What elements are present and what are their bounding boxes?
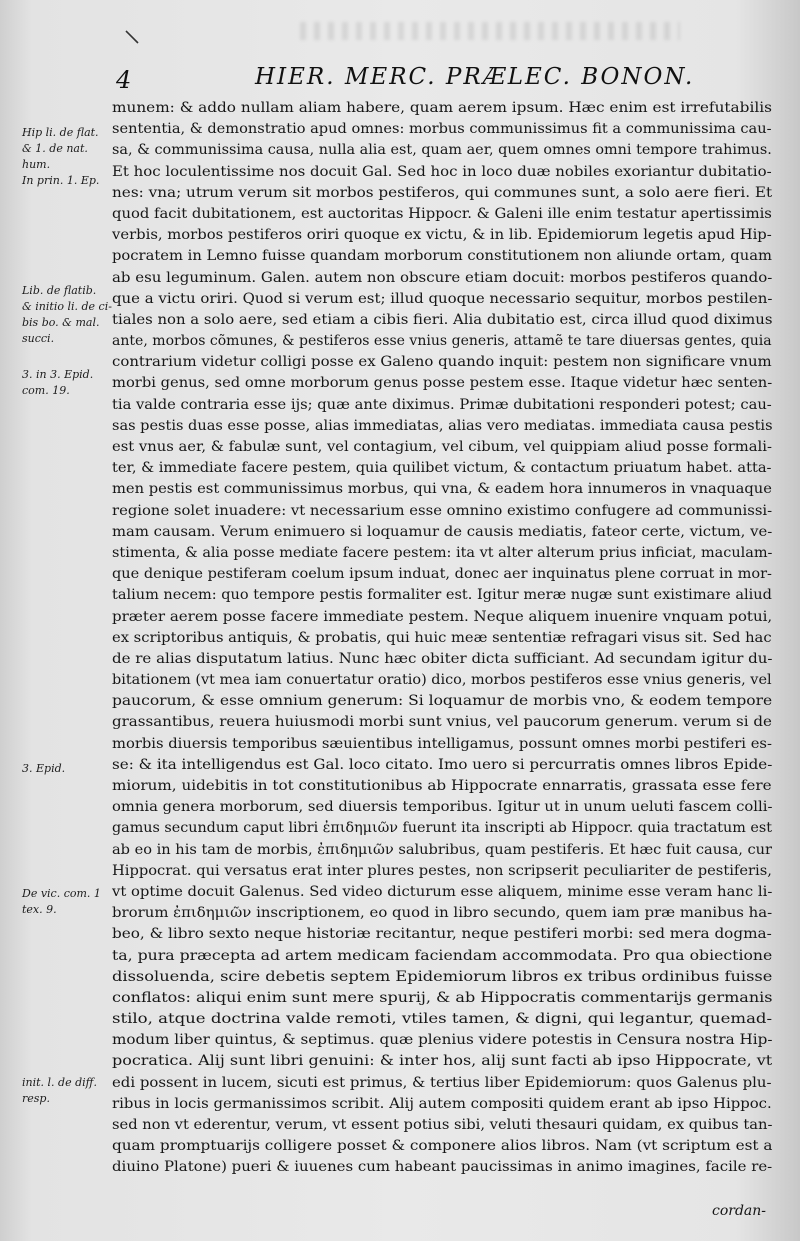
text-line: ter, & immediate facere pestem, quia quilibet victum, & contactum priuatum habet. atta- bbox=[112, 460, 772, 477]
margin-note-line: tex. 9. bbox=[22, 903, 57, 916]
text-line: nes: vna; utrum verum sit morbos pestiferos, qui communes sunt, a solo aere fieri. Et bbox=[112, 184, 773, 201]
text-line: morbi genus, sed omne morborum genus posse pestem esse. Itaque videtur hæc senten- bbox=[112, 375, 773, 392]
text-line: sententia, & demonstratio apud omnes: morbus communissimus fit a communissima cau- bbox=[112, 121, 772, 138]
margin-note-line: & initio li. de ci- bbox=[22, 300, 112, 313]
text-line: mam causam. Verum enimuero si loquamur de causis mediatis, fateor certe, victum, ve- bbox=[112, 523, 773, 540]
margin-note-line: De vic. com. 1 bbox=[22, 887, 101, 900]
margin-note-2 bbox=[22, 283, 112, 347]
text-line: brorum ἐπιδημιῶν inscriptionem, eo quod in libro secundo, quem iam præ manibus ha- bbox=[112, 905, 773, 922]
text-line: beo, & libro sexto neque historiæ recitantur, neque pestiferi morbi: sed mera dogma- bbox=[112, 926, 772, 943]
margin-note-line: com. 19. bbox=[22, 384, 70, 397]
text-line: edi possent in lucem, sicuti est primus, & tertius liber Epidemiorum: quos Galenus plu- bbox=[112, 1074, 772, 1091]
margin-note-line: resp. bbox=[22, 1092, 50, 1105]
text-line: morbis diuersis temporibus sæuientibus intelligamus, possunt omnes morbi pestiferi es- bbox=[112, 735, 772, 752]
text-line: quam promptuarijs colligere posset & componere alios libros. Nam (vt scriptum est a bbox=[112, 1138, 773, 1155]
text-line: præter aerem posse facere immediate pestem. Neque aliquem inuenire vnquam potui, bbox=[112, 608, 773, 625]
text-line: se: & ita intelligendus est Gal. loco citato. Imo uero si percurratis omnes libros Epide- bbox=[112, 756, 773, 773]
margin-note-line: Lib. de flatib. bbox=[22, 284, 97, 297]
text-line: quod facit dubitationem, est auctoritas Hippocr. & Galeni ille enim testatur apertissimis bbox=[112, 205, 772, 222]
text-line: conflatos: aliqui enim sunt mere spurij, & ab Hippocratis commentarijs germanis bbox=[112, 989, 773, 1006]
text-line: contrarium videtur colligi posse ex Galeno quando inquit: pestem non significare vnum bbox=[112, 354, 772, 371]
text-line: ante, morbos cõmunes, & pestiferos esse vnius generis, attamẽ te tare diuersas gentes, quia bbox=[112, 333, 772, 350]
text-line: miorum, uidebitis in tot constitutionibus ab Hippocrate ennarratis, grassata esse fere bbox=[112, 778, 772, 794]
text-line: bitationem (vt mea iam conuertatur oratio) dico, morbos pestiferos esse vnius generis, vel bbox=[112, 672, 772, 689]
text-line: ta, pura præcepta ad artem medicam faciendam accommodata. Pro qua obiectione bbox=[112, 947, 773, 964]
text-line: pocratem in Lemno fuisse quandam morborum constitutionem non aliunde ortam, quam bbox=[112, 248, 772, 265]
text-line: stilo, atque doctrina valde remoti, vtiles tamen, & digni, qui legantur, quemad- bbox=[112, 1011, 773, 1028]
catchword: cordan- bbox=[712, 1203, 767, 1219]
text-line: sed non vt ederentur, verum, vt essent potius sibi, veluti thesauri quidam, ex quibus tan- bbox=[112, 1117, 773, 1133]
text-line: diuino Platone) pueri & iuuenes cum habeant paucissimas in animo imagines, facile re- bbox=[112, 1159, 773, 1176]
margin-note-line: bis bo. & mal. bbox=[22, 316, 100, 329]
text-line: que denique pestiferam coelum ipsum induat, donec aer inquinatus plene corruat in mor- bbox=[112, 566, 772, 583]
margin-note-line: Hip li. de flat. bbox=[22, 126, 99, 139]
text-line: paucorum, & esse omnium generum: Si loquamur de morbis vno, & eodem tempore bbox=[112, 693, 773, 710]
text-line: ex scriptoribus antiquis, & probatis, qui huic meæ sententiæ refragari visus sit. Sed hac bbox=[112, 629, 772, 646]
text-line: men pestis est communissimus morbus, qui vna, & eadem hora innumeros in vnaquaque bbox=[112, 481, 772, 498]
text-line: modum liber quintus, & septimus. quæ plenius videre potestis in Censura nostra Hip- bbox=[112, 1032, 773, 1049]
text-line: dissoluenda, scire debetis septem Epidemiorum libros ex tribus ordinibus fuisse bbox=[112, 968, 773, 985]
text-line: gamus secundum caput libri ἐπιδημιῶν fuerunt ita inscripti ab Hippocr. quia tractatum est bbox=[112, 820, 772, 837]
margin-note-6 bbox=[22, 1075, 97, 1107]
page-number: 4 bbox=[116, 66, 132, 94]
margin-note-line: 3. in 3. Epid. bbox=[22, 368, 94, 381]
body-text bbox=[112, 98, 772, 1179]
margin-note-line: In prin. 1. Ep. bbox=[22, 174, 100, 187]
text-line: regione solet inuadere: vt necessarium esse omnino existimo confugere ad communissi- bbox=[112, 502, 773, 519]
margin-note-line: & 1. de nat. bbox=[22, 142, 88, 155]
margin-note-1 bbox=[22, 125, 99, 189]
text-line: verbis, morbos pestiferos oriri quoque ex victu, & in lib. Epidemiorum legetis apud Hip- bbox=[112, 227, 772, 244]
margin-note-5 bbox=[22, 886, 101, 918]
text-line: pocratica. Alij sunt libri genuini: & inter hos, alij sunt facti ab ipso Hippocrate, vt bbox=[112, 1053, 773, 1070]
margin-note-line: 3. Epid. bbox=[22, 762, 66, 775]
margin-note-line: hum. bbox=[22, 158, 51, 171]
text-line: sas pestis duas esse posse, alias immediatas, alias vero mediatas. immediata causa pestis bbox=[112, 417, 773, 434]
margin-note-3 bbox=[22, 367, 93, 399]
margin-note-line: init. l. de diff. bbox=[22, 1076, 97, 1089]
margin-note-4 bbox=[22, 761, 65, 777]
text-line: Et hoc loculentissime nos docuit Gal. Sed hoc in loco duæ nobiles exoriantur dubitatio- bbox=[112, 163, 772, 180]
ink-speck bbox=[125, 30, 139, 44]
text-line: stimenta, & alia posse mediate facere pestem: ita vt alter alterum prius inficiat, maculam- bbox=[112, 544, 773, 561]
text-line: talium necem: quo tempore pestis formaliter est. Igitur meræ nugæ sunt existimare aliud bbox=[112, 587, 772, 604]
running-head: HIER. MERC. PRÆLEC. BONON. bbox=[255, 64, 695, 90]
text-line: ribus in locis germanissimos scribit. Alij autem compositi quidem erant ab ipso Hippoc. bbox=[112, 1095, 772, 1112]
text-line: Hippocrat. qui versatus erat inter plures pestes, non scripserit peculiariter de pestiferis, bbox=[112, 862, 772, 879]
text-line: sa, & communissima causa, nulla alia est, quam aer, quem omnes omni tempore trahimus. bbox=[112, 142, 772, 159]
text-line: ab eo in his tam de morbis, ἐπιδημιῶν salubribus, quam pestiferis. Et hæc fuit causa, cur bbox=[112, 841, 773, 858]
text-line: omnia genera morborum, sed diuersis temporibus. Igitur ut in unum ueluti fascem colli- bbox=[112, 799, 773, 816]
text-line: tiales non a solo aere, sed etiam a cibis fieri. Alia dubitatio est, circa illud quod diximus bbox=[112, 311, 773, 328]
text-line: munem: & addo nullam aliam habere, quam aerem ipsum. Hæc enim est irrefutabilis bbox=[112, 100, 772, 116]
text-line: vt optime docuit Galenus. Sed video dicturum esse aliquem, minime esse veram hanc li- bbox=[112, 883, 773, 900]
text-line: ab esu leguminum. Galen. autem non obscure etiam docuit: morbos pestiferos quando- bbox=[112, 269, 773, 286]
text-line: de re alias disputatum latius. Nunc hæc obiter dicta sufficiant. Ad secundam igitur du- bbox=[112, 650, 773, 667]
text-line: que a victu oriri. Quod si verum est; illud quoque necessario sequitur, morbos pestilen- bbox=[112, 290, 773, 307]
text-line: grassantibus, reuera huiusmodi morbi sunt vnius, vel paucorum generum. verum si de bbox=[112, 714, 772, 731]
bleed-through-text bbox=[300, 22, 680, 40]
text-line: tia valde contraria esse ijs; quæ ante diximus. Primæ dubitationi responderi potest; cau- bbox=[112, 396, 772, 413]
text-line: est vnus aer, & fabulæ sunt, vel contagium, vel cibum, vel quippiam aliud posse formali- bbox=[112, 439, 772, 455]
margin-note-line: succi. bbox=[22, 332, 55, 345]
